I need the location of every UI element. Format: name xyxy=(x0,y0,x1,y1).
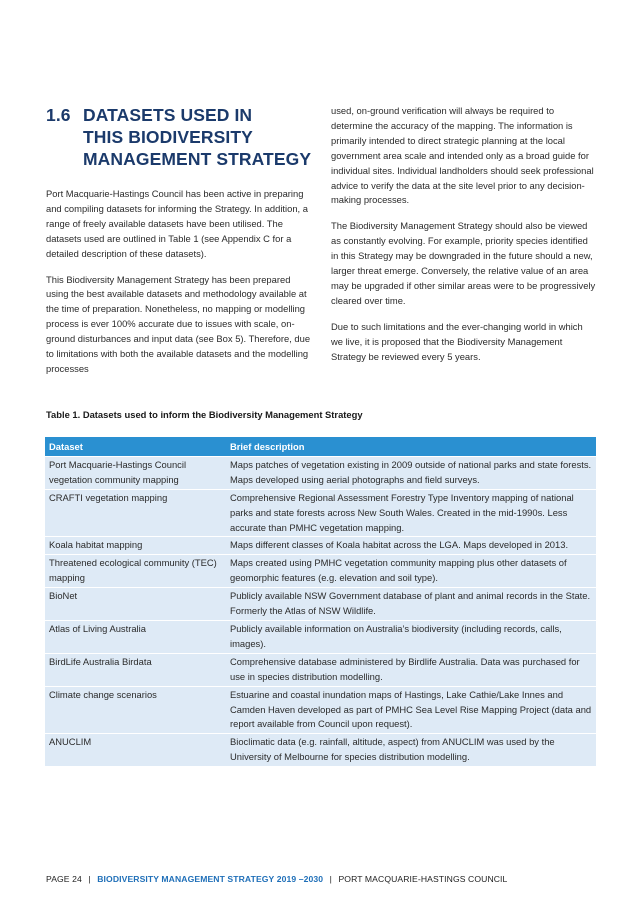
description-cell: Publicly available information on Australia’s biodiversity (including records, calls, images). xyxy=(226,621,596,653)
organisation-name: PORT MACQUARIE-HASTINGS COUNCIL xyxy=(338,874,508,884)
table-row xyxy=(45,490,596,537)
dataset-cell: Koala habitat mapping xyxy=(45,537,226,554)
section-title xyxy=(83,104,311,170)
paragraph: This Biodiversity Management Strategy has been prepared using the best available datasets and methodology available at the time of preparation. Nonetheless, no mapping or modelling process is ever 100% accurate due to issues with scale, on-ground disturbances and input data (see Box 5). Therefore, due to limitations with both the available datasets and the modelling processes xyxy=(46,273,311,374)
dataset-cell: BioNet xyxy=(45,588,226,620)
dataset-cell: Threatened ecological community (TEC) mapping xyxy=(45,555,226,587)
paragraph: Due to such limitations and the ever-changing world in which we live, it is proposed that the Biodiversity Management Strategy be reviewed every 5 years. xyxy=(331,320,583,362)
table-row xyxy=(45,621,596,653)
paragraph: Port Macquarie-Hastings Council has been active in preparing and compiling datasets for informing the Strategy. In addition, a range of freely available datasets have been utilised. The datasets used are outlined in Table 1 (see Appendix C for a detailed description of these datasets). xyxy=(46,188,308,259)
table-caption: Table 1. Datasets used to inform the Biodiversity Management Strategy xyxy=(46,409,363,420)
table-row xyxy=(45,687,596,734)
paragraph: used, on-ground verification will always be required to determine the accuracy of the mapping. The information is primarily intended to direct strategic planning at the local government area scale and intended only as a broad guide for individual sites. Individual landholders should seek professional advice to verify the data at the site level prior to any decision-making processes. xyxy=(331,105,594,206)
paragraph: The Biodiversity Management Strategy should also be viewed as constantly evolving. For example, priority species identified in this Strategy may be downgraded in the future should a new, larger threat emerge. Conversely, the relative value of an area may be upgraded if other similar areas were to be progressively cleared over time. xyxy=(331,220,596,306)
table-row xyxy=(45,588,596,620)
page-footer xyxy=(46,874,606,884)
dataset-cell: CRAFTI vegetation mapping xyxy=(45,490,226,537)
description-cell: Bioclimatic data (e.g. rainfall, altitude, aspect) from ANUCLIM was used by the University of Melbourne for species distribution modelling. xyxy=(226,734,596,766)
document-title: BIODIVERSITY MANAGEMENT STRATEGY 2019 –2030 xyxy=(97,874,324,884)
column-header-dataset: Dataset xyxy=(45,437,226,456)
dataset-cell: Port Macquarie-Hastings Council vegetation community mapping xyxy=(45,457,226,489)
table-row xyxy=(45,654,596,686)
description-cell: Maps created using PMHC vegetation community mapping plus other datasets of geomorphic features (e.g. elevation and soil type). xyxy=(226,555,596,587)
dataset-cell: BirdLife Australia Birdata xyxy=(45,654,226,686)
footer-separator: | xyxy=(329,874,332,884)
description-cell: Estuarine and coastal inundation maps of Hastings, Lake Cathie/Lake Innes and Camden Haven developed as part of PMHC Sea Level Rise Mapping Project (data and report available from Council upon request). xyxy=(226,687,596,734)
description-cell: Comprehensive Regional Assessment Forestry Type Inventory mapping of national parks and state forests across New South Wales. Created in the mid-1990s. Less accurate than PMHC vegetation mapping. xyxy=(226,490,596,537)
dataset-cell: Atlas of Living Australia xyxy=(45,621,226,653)
description-cell: Maps different classes of Koala habitat across the LGA. Maps developed in 2013. xyxy=(226,537,596,554)
section-title-line: DATASETS USED IN xyxy=(83,105,253,125)
description-cell: Maps patches of vegetation existing in 2009 outside of national parks and state forests. Maps developed using aerial photographs and field surveys. xyxy=(226,457,596,489)
description-cell: Comprehensive database administered by Birdlife Australia. Data was purchased for use in species distribution modelling. xyxy=(226,654,596,686)
right-column xyxy=(331,104,597,376)
section-number: 1.6 xyxy=(46,105,71,125)
page-number: PAGE 24 xyxy=(46,874,82,884)
table-row xyxy=(45,457,596,489)
dataset-cell: Climate change scenarios xyxy=(45,687,226,734)
table-row xyxy=(45,555,596,587)
table-row xyxy=(45,537,596,554)
table-header-row xyxy=(45,437,596,456)
description-cell: Publicly available NSW Government database of plant and animal records in the State. Formerly the Atlas of NSW Wildlife. xyxy=(226,588,596,620)
datasets-table xyxy=(45,436,596,767)
section-title-line: THIS BIODIVERSITY xyxy=(83,127,253,147)
footer-separator: | xyxy=(88,874,91,884)
section-title-line: MANAGEMENT STRATEGY xyxy=(83,149,312,169)
left-column xyxy=(46,104,312,388)
dataset-cell: ANUCLIM xyxy=(45,734,226,766)
section-heading xyxy=(46,104,312,170)
table-row xyxy=(45,734,596,766)
column-header-description: Brief description xyxy=(226,437,596,456)
